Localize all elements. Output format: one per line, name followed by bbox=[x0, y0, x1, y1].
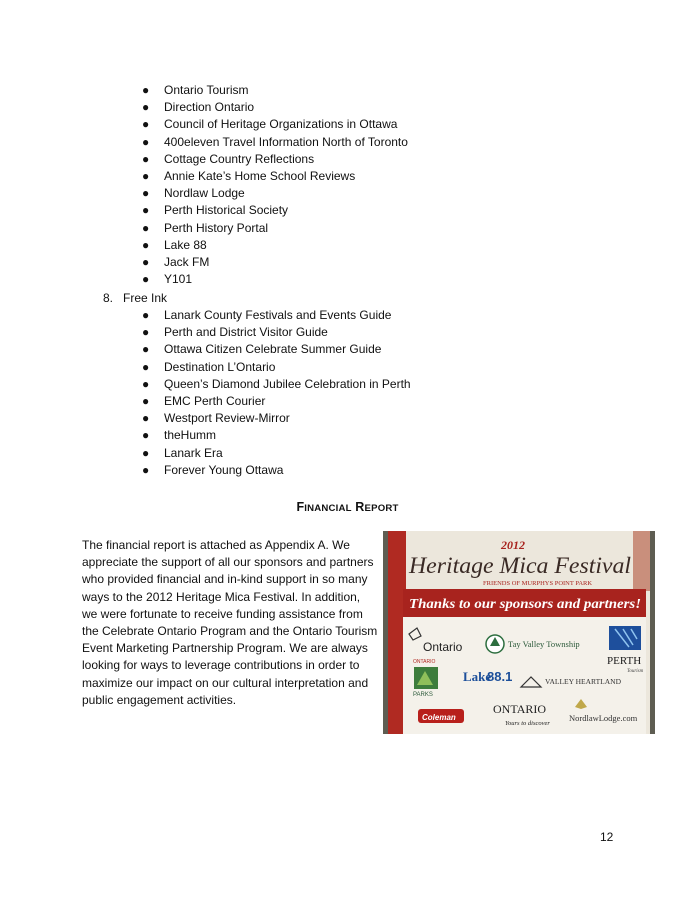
list-item-text: 400eleven Travel Information North of Toronto bbox=[164, 134, 408, 149]
bullet-icon: ● bbox=[142, 272, 150, 287]
list-item bbox=[140, 410, 560, 427]
sponsor-media-list bbox=[140, 82, 560, 288]
svg-text:Coleman: Coleman bbox=[422, 713, 456, 722]
list-item-text: Destination L’Ontario bbox=[164, 359, 276, 374]
list-item-text: Lanark Era bbox=[164, 445, 223, 460]
list-item bbox=[140, 307, 560, 324]
list-item-text: theHumm bbox=[164, 428, 217, 443]
list-item bbox=[140, 445, 560, 462]
list-item-text: Y101 bbox=[164, 272, 193, 287]
financial-paragraph: The financial report is attached as Appendix A. We appreciate the support of all our sponsors and partners who provided financial and in-kind support in so many ways to the 2012 Heritage Mica Festival. In addition, we were fortunate to receive funding assistance from the Celebrate Ontario Program and the Ontario Tourism Event Marketing Partnership Program. We are always looking for ways to leverage contributions in order to maximize our impact on our cultural interpretation and public engagement activities. bbox=[82, 538, 378, 707]
sign-year: 2012 bbox=[501, 538, 525, 552]
list-item bbox=[140, 116, 560, 133]
bullet-icon: ● bbox=[142, 168, 150, 183]
list-item bbox=[140, 462, 560, 479]
sponsor-sign-graphic bbox=[383, 531, 655, 734]
list-item bbox=[140, 185, 560, 202]
list-item-text: Ottawa Citizen Celebrate Summer Guide bbox=[164, 342, 382, 357]
bullet-icon: ● bbox=[142, 117, 150, 132]
logo-perth: PERTH bbox=[607, 655, 642, 667]
list-item-text: Lanark County Festivals and Events Guide bbox=[164, 308, 392, 322]
list-item bbox=[140, 359, 560, 376]
list-item bbox=[140, 393, 560, 410]
sponsor-sign-photo bbox=[383, 531, 655, 734]
bullet-icon: ● bbox=[142, 100, 150, 115]
logo-nordlaw: NordlawLodge.com bbox=[569, 713, 638, 723]
svg-text:Tourism: Tourism bbox=[627, 669, 644, 674]
list-item-text: Ontario Tourism bbox=[164, 83, 249, 97]
list-item-text: Direction Ontario bbox=[164, 100, 255, 115]
bullet-icon: ● bbox=[142, 342, 150, 357]
bullet-icon: ● bbox=[142, 83, 150, 97]
logo-valley-heartland: VALLEY HEARTLAND bbox=[545, 677, 621, 686]
list-item bbox=[140, 237, 560, 254]
logo-lake: Lake bbox=[463, 669, 492, 684]
bullet-icon: ● bbox=[142, 411, 150, 426]
logo-ontario: Ontario bbox=[423, 640, 463, 654]
list-item-text: Perth Historical Society bbox=[164, 203, 289, 218]
logo-ontario-big: ONTARIO bbox=[493, 702, 547, 716]
bullet-icon: ● bbox=[142, 428, 150, 443]
list-item-text: Perth and District Visitor Guide bbox=[164, 325, 328, 340]
numbered-item-free-ink bbox=[103, 290, 167, 307]
item-label: Free Ink bbox=[123, 291, 168, 305]
bullet-icon: ● bbox=[142, 376, 150, 391]
list-item bbox=[140, 254, 560, 271]
bullet-icon: ● bbox=[142, 393, 150, 408]
list-item-text: Nordlaw Lodge bbox=[164, 186, 245, 201]
sign-title: Heritage Mica Festival bbox=[407, 553, 631, 578]
bullet-icon: ● bbox=[142, 203, 150, 218]
bullet-icon: ● bbox=[142, 237, 150, 252]
list-item-text: Jack FM bbox=[164, 254, 210, 269]
bullet-icon: ● bbox=[142, 134, 150, 149]
bullet-icon: ● bbox=[142, 359, 150, 374]
list-item bbox=[140, 82, 560, 99]
list-item bbox=[140, 427, 560, 444]
list-item bbox=[140, 271, 560, 288]
page-number: 12 bbox=[600, 830, 614, 844]
bullet-icon: ● bbox=[142, 186, 150, 201]
bullet-icon: ● bbox=[142, 445, 150, 460]
bullet-icon: ● bbox=[142, 151, 150, 166]
free-ink-list bbox=[140, 307, 560, 479]
list-item bbox=[140, 220, 560, 237]
logo-lake-number: 88.1 bbox=[487, 669, 513, 684]
svg-text:Yours to discover: Yours to discover bbox=[505, 720, 550, 727]
list-item bbox=[140, 324, 560, 341]
bullet-icon: ● bbox=[142, 462, 150, 477]
list-item-text: Council of Heritage Organizations in Ottawa bbox=[164, 117, 398, 132]
bullet-icon: ● bbox=[142, 325, 150, 340]
list-item-text: Lake 88 bbox=[164, 237, 207, 252]
bullet-icon: ● bbox=[142, 308, 150, 322]
svg-text:ONTARIO: ONTARIO bbox=[413, 659, 436, 665]
item-number: 8. bbox=[103, 291, 114, 305]
bullet-icon: ● bbox=[142, 254, 150, 269]
list-item-text: Westport Review-Mirror bbox=[164, 411, 290, 426]
list-item bbox=[140, 99, 560, 116]
list-item bbox=[140, 376, 560, 393]
bullet-icon: ● bbox=[142, 220, 150, 235]
section-heading-financial-report: FINANCIAL REPORT bbox=[296, 500, 399, 514]
list-item-text: Forever Young Ottawa bbox=[164, 462, 284, 477]
list-item-text: Cottage Country Reflections bbox=[164, 151, 315, 166]
list-item-text: Queen’s Diamond Jubilee Celebration in Perth bbox=[164, 376, 411, 391]
list-item-text: EMC Perth Courier bbox=[164, 393, 266, 408]
sign-banner-text: Thanks to our sponsors and partners! bbox=[409, 597, 641, 612]
list-item bbox=[140, 202, 560, 219]
logo-tay-valley: Tay Valley Township bbox=[508, 639, 580, 649]
list-item-text: Perth History Portal bbox=[164, 220, 269, 235]
list-item-text: Annie Kate’s Home School Reviews bbox=[164, 168, 356, 183]
list-item bbox=[140, 151, 560, 168]
list-item bbox=[140, 134, 560, 151]
list-item bbox=[140, 168, 560, 185]
svg-text:PARKS: PARKS bbox=[413, 692, 433, 698]
list-item bbox=[140, 341, 560, 358]
sign-subtitle: FRIENDS OF MURPHYS POINT PARK bbox=[483, 580, 593, 587]
